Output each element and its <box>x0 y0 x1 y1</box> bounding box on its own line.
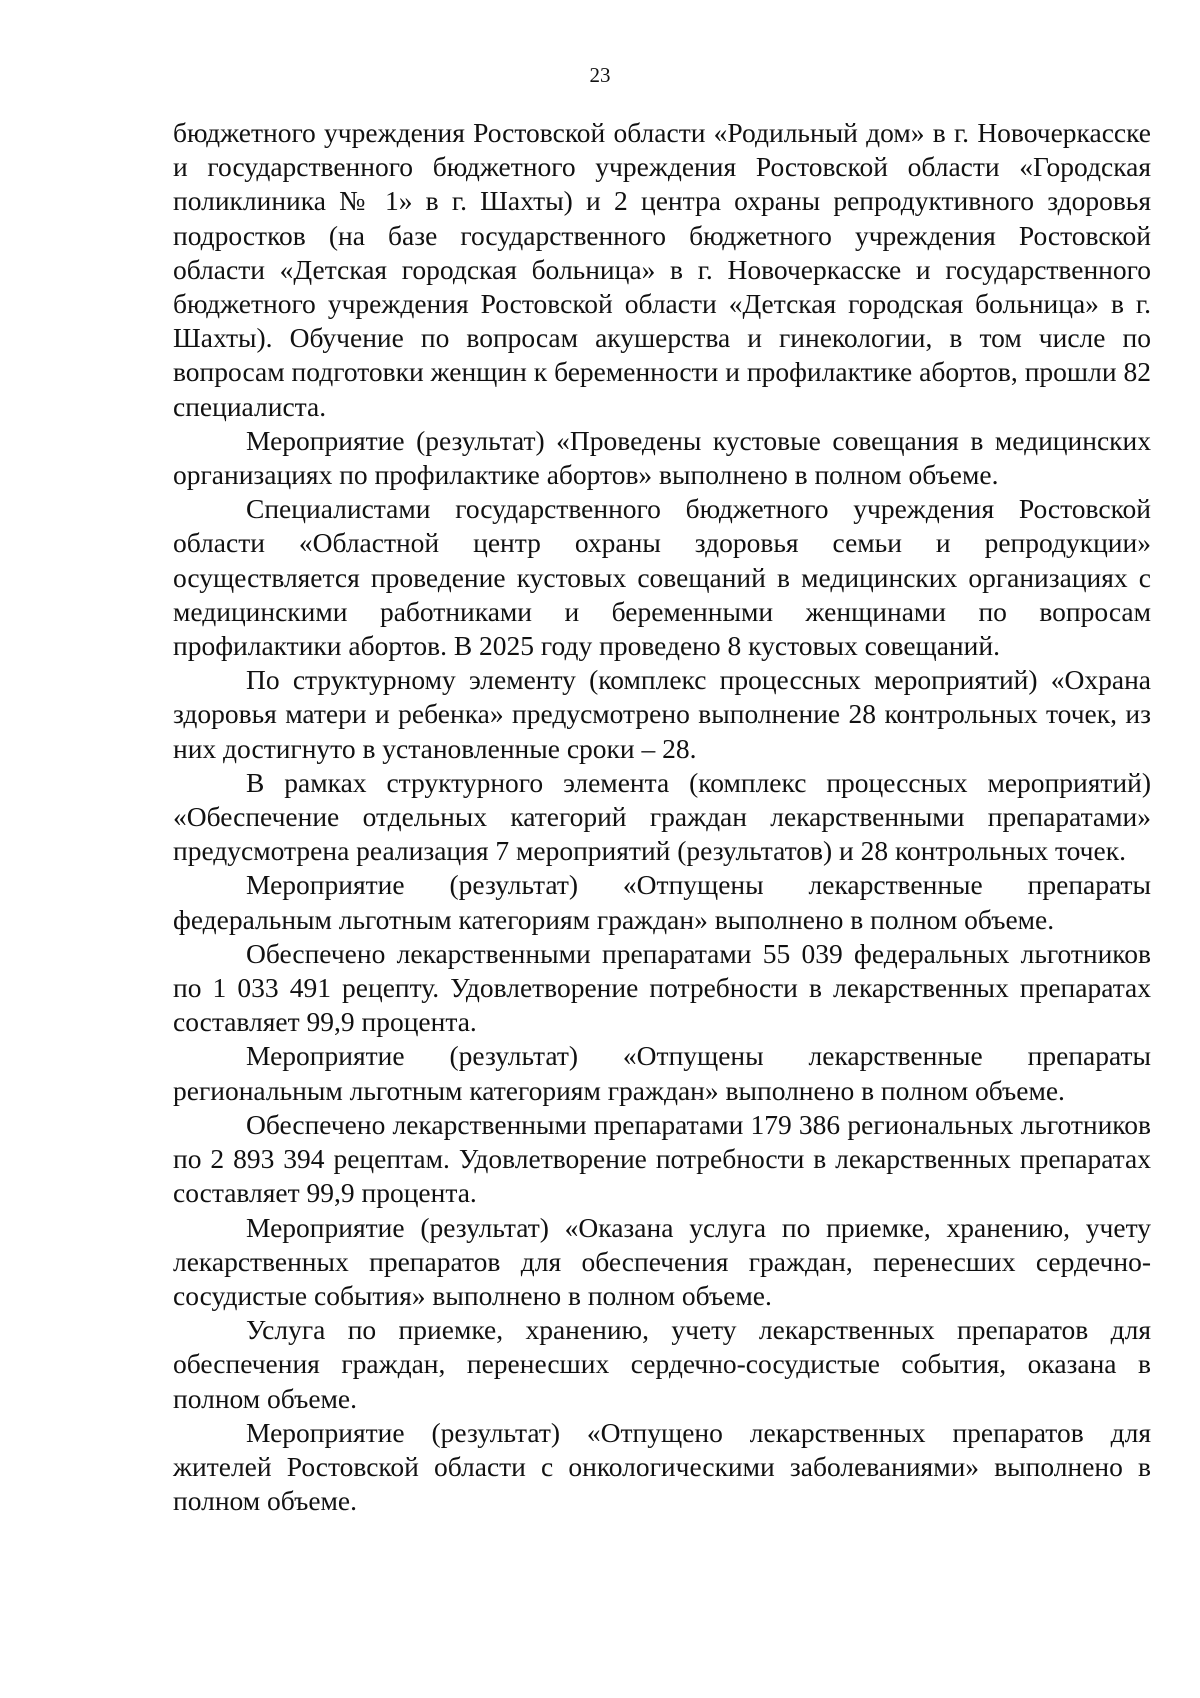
paragraph-continued: бюджетного учреждения Ростовской области «Родильный дом» в г. Новочеркасске и государственного бюджетного учреждения Ростовской области «Городская поликлиника № 1» в г. Шахты) и 2 центра охраны репродуктивного здоровья подростков (на базе государственного бюджетного учреждения Ростовской области «Детская городская больница» в г. Новочеркасске и государственного бюджетного учреждения Ростовской области «Детская городская больница» в г. Шахты). Обучение по вопросам акушерства и гинекологии, в том числе по вопросам подготовки женщин к беременности и профилактике абортов, прошли 82 специалиста. <box>173 117 1151 422</box>
paragraph: По структурному элементу (комплекс процессных мероприятий) «Охрана здоровья матери и ребенка» предусмотрено выполнение 28 контрольных точек, из них достигнуто в установленные сроки – 28. <box>173 664 1151 764</box>
paragraph: Обеспечено лекарственными препаратами 55 039 федеральных льготников по 1 033 491 рецепту. Удовлетворение потребности в лекарственных препаратах составляет 99,9 процента. <box>173 937 1151 1038</box>
paragraph: Специалистами государственного бюджетного учреждения Ростовской области «Областной центр охраны здоровья семьи и репродукции» осуществляется проведение кустовых совещаний в медицинских организациях с медицинскими работниками и беременными женщинами по вопросам профилактики абортов. В 2025 году проведено 8 кустовых совещаний. <box>173 493 1151 662</box>
paragraph: Услуга по приемке, хранению, учету лекарственных препаратов для обеспечения граждан, перенесших сердечно-сосудистые события, оказана в полном объеме. <box>173 1314 1151 1414</box>
paragraph: Мероприятие (результат) «Отпущены лекарственные препараты федеральным льготным категориям граждан» выполнено в полном объеме. <box>173 869 1151 935</box>
paragraph: Мероприятие (результат) «Проведены кустовые совещания в медицинских организациях по профилактике абортов» выполнено в полном объеме. <box>173 424 1151 491</box>
document-body <box>173 116 1151 1518</box>
paragraph: Обеспечено лекарственными препаратами 179 386 региональных льготников по 2 893 394 рецептам. Удовлетворение потребности в лекарственных препаратах составляет 99,9 процента. <box>173 1108 1151 1209</box>
paragraph: Мероприятие (результат) «Отпущены лекарственные препараты региональным льготным категориям граждан» выполнено в полном объеме. <box>173 1040 1151 1106</box>
page-number: 23 <box>589 63 611 87</box>
paragraph: Мероприятие (результат) «Оказана услуга по приемке, хранению, учету лекарственных препаратов для обеспечения граждан, перенесших сердечно-сосудистые события» выполнено в полном объеме. <box>173 1211 1151 1311</box>
paragraph: В рамках структурного элемента (комплекс процессных мероприятий) «Обеспечение отдельных категорий граждан лекарственными препаратами» предусмотрена реализация 7 мероприятий (результатов) и 28 контрольных точек. <box>173 766 1151 867</box>
paragraph: Мероприятие (результат) «Отпущено лекарственных препаратов для жителей Ростовской области с онкологическими заболеваниями» выполнено в полном объеме. <box>173 1416 1151 1517</box>
